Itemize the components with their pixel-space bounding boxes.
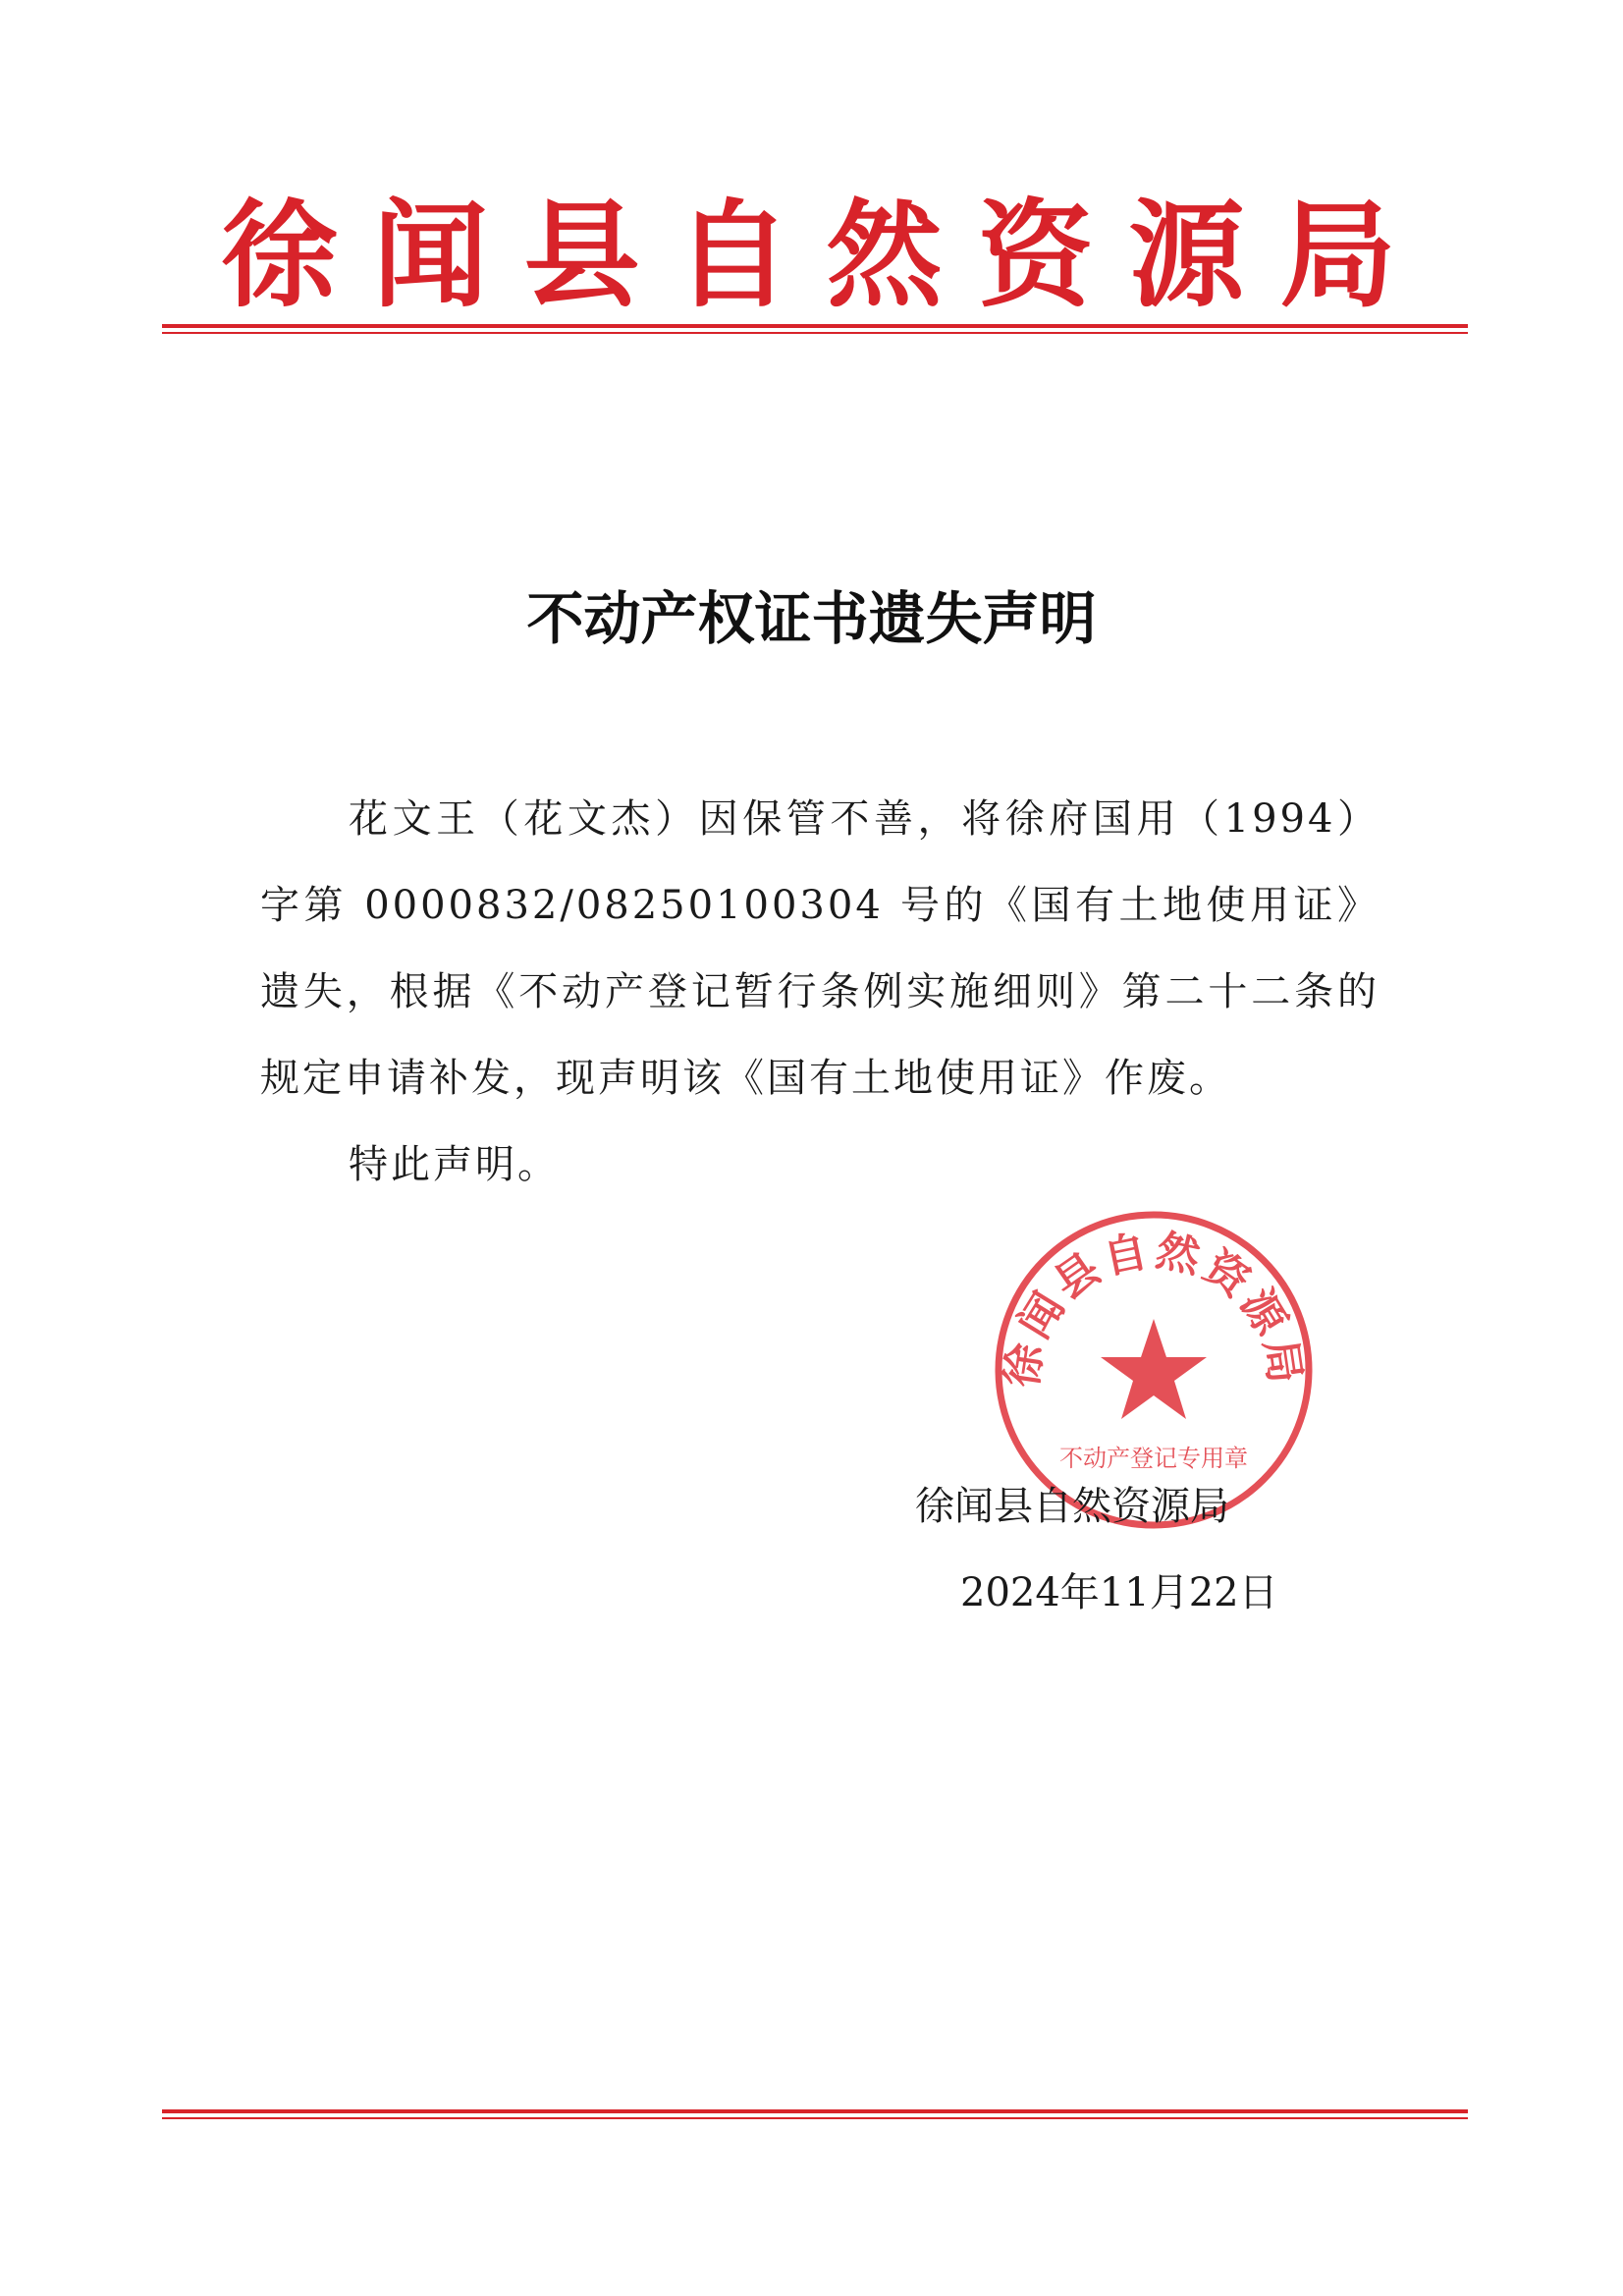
signature-date: 2024年11月22日 bbox=[960, 1570, 1278, 1615]
letterhead-top-rule bbox=[162, 324, 1468, 334]
document-body bbox=[260, 776, 1380, 1208]
signature-block bbox=[913, 1463, 1325, 1636]
signature-org: 徐闻县自然资源局 bbox=[915, 1484, 1229, 1529]
body-paragraph-2: 特此声明。 bbox=[349, 1142, 560, 1187]
footer-rule bbox=[162, 2109, 1468, 2119]
body-paragraph-1: 花文王（花文杰）因保管不善，将徐府国用（1994）字第 0000832/08250100304 号的《国有土地使用证》遗失，根据《不动产登记暂行条例实施细则》第二十二条的规定申请补发，现声明该《国有土地使用证》作废。 bbox=[260, 796, 1380, 1101]
document-title: 不动产权证书遗失声明 bbox=[526, 585, 1097, 652]
seal-outer-text: 徐闻县自然资源局 bbox=[997, 1225, 1311, 1391]
seal-inner-text: 不动产登记专用章 bbox=[1059, 1445, 1248, 1472]
letterhead-title: 徐闻县自然资源局 bbox=[221, 187, 1432, 323]
